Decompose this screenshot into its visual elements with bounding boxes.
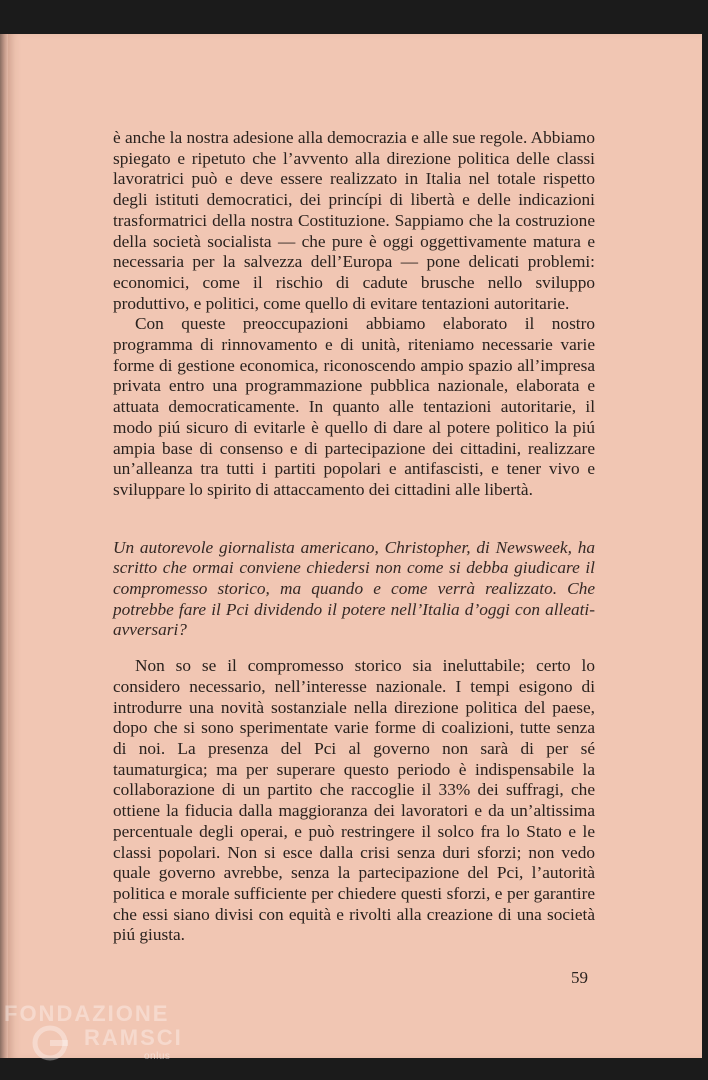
paragraph-continuation: è anche la nostra adesione alla democrazia e alle sue regole. Abbiamo spiegato e ripetuto che l’avvento alla direzione politica delle classi lavoratrici può e deve essere realizzato in Italia nel totale rispetto degli istituti democratici, dei princípi di libertà e delle indicazioni trasformatrici della nostra Costituzione. Sappiamo che la costruzione della società socialista — che pure è oggi oggettivamente matura e necessaria per la salvezza dell’Europa — pone delicati problemi: economici, come il rischio di cadute brusche nello sviluppo produttivo, e politici, come quello di evitare tentazioni autoritarie. [113, 128, 595, 313]
paragraph-answer: Non so se il compromesso storico sia ineluttabile; certo lo considero necessario, nell’interesse nazionale. I tempi esigono di introdurre una novità sostanziale nella direzione politica del paese, dopo che si sono sperimentate varie forme di coalizioni, tutte senza di noi. La presenza del Pci al governo non sarà di per sé taumaturgica; ma per superare questo periodo è indispensabile la collaborazione di un partito che raccoglie il 33% dei suffragi, che ottiene la fiducia dalla maggioranza dei lavoratori e da un’altissima percentuale degli operai, e può restringere il solco fra lo Stato e le classi popolari. Non si esce dalla crisi senza duri sforzi; non vedo quale governo avrebbe, senza la partecipazione del Pci, l’autorità politica e morale sufficiente per chiedere questi sforzi, e per garantire che essi siano divisi con equità e rivolti alla creazione di una società piú giusta. [113, 656, 595, 945]
watermark-line1: FONDAZIONE [4, 1001, 170, 1026]
paragraph-program: Con queste preoccupazioni abbiamo elaborato il nostro programma di rinnovamento e di unità, riteniamo necessarie varie forme di gestione economica, riconoscendo ampio spazio all’impresa privata entro una programmazione pubblica nazionale, elaborata e attuata democraticamente. In quanto alle tentazioni autoritarie, il modo piú sicuro di evitarle è quello di dare al potere politico la piú ampia base di consenso e di partecipazione dei cittadini, realizzare un’alleanza tra tutti i partiti popolari e antifascisti, e tener vivo e sviluppare lo spirito di attaccamento dei cittadini alle libertà. [113, 314, 595, 499]
book-spine-edge [0, 34, 8, 1058]
page-number: 59 [571, 968, 588, 987]
interview-question: Un autorevole giornalista americano, Christopher, di Newsweek, ha scritto che ormai conviene chiedersi non come si debba giudicare il compromesso storico, ma quando e come verrà realizzato. Che potrebbe fare il Pci dividendo il potere nell’Italia d’oggi con alleati-avversari? [113, 537, 595, 640]
watermark-line2: RAMSCI [84, 1025, 183, 1050]
body-text [113, 128, 595, 946]
watermark-line3: onlus [144, 1051, 171, 1062]
gramsci-logo-icon [30, 1023, 70, 1063]
book-page [8, 34, 702, 1058]
fondazione-gramsci-watermark [0, 995, 230, 1075]
